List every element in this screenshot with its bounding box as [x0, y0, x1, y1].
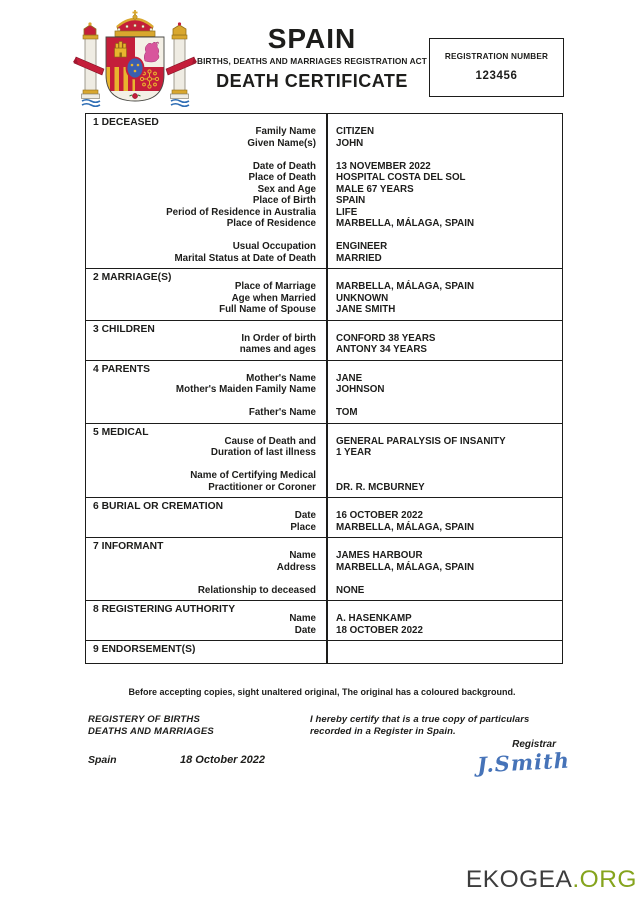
header	[192, 24, 432, 92]
field-label: Practitioner or Coroner	[208, 481, 316, 493]
table-row	[86, 459, 562, 471]
copy-notice: Before accepting copies, sight unaltered original, The original has a coloured background.	[128, 687, 516, 697]
table-row	[86, 333, 562, 345]
field-value: A. HASENKAMP	[336, 613, 412, 624]
section-title: 4 PARENTS	[93, 363, 151, 375]
table-row	[86, 344, 562, 356]
table-row	[86, 149, 562, 161]
certificate-section	[86, 538, 562, 601]
table-row	[86, 293, 562, 305]
table-row	[86, 172, 562, 184]
field-value: NONE	[336, 584, 365, 596]
country-title: SPAIN	[267, 23, 357, 54]
field-value: LIFE	[336, 206, 358, 218]
table-row	[86, 396, 562, 408]
spain-coat-of-arms-icon	[72, 5, 198, 111]
field-label: Family Name	[255, 126, 316, 137]
field-value: DR. R. MCBURNEY	[336, 481, 425, 493]
field-label: Given Name(s)	[247, 137, 316, 149]
field-label: Relationship to deceased	[197, 584, 316, 596]
ekogea-logo	[466, 866, 637, 894]
certificate-section	[86, 601, 562, 641]
field-label: Usual Occupation	[232, 241, 316, 252]
registry-line1: REGISTERY OF BIRTHS	[88, 714, 201, 725]
section-title: 8 REGISTERING AUTHORITY	[93, 604, 236, 615]
field-label: Place of Birth	[252, 195, 316, 206]
field-label	[86, 396, 326, 408]
document-title: DEATH CERTIFICATE	[216, 71, 408, 91]
field-label: Date	[294, 624, 316, 636]
field-label: Place of Death	[248, 172, 316, 183]
table-row	[86, 522, 562, 534]
table-row	[86, 241, 562, 253]
registry-line2: DEATHS AND MARRIAGES	[88, 725, 214, 737]
registration-number-label: REGISTRATION NUMBER	[444, 52, 549, 61]
certificate-section	[86, 424, 562, 499]
royal-crown	[115, 10, 155, 37]
field-value: TOM	[336, 407, 358, 418]
field-value: MALE 67 YEARS	[336, 183, 414, 195]
table-row	[86, 207, 562, 219]
field-value: JOHNSON	[336, 384, 385, 395]
field-label	[86, 459, 326, 471]
table-row	[86, 138, 562, 150]
field-label: In Order of birth	[241, 332, 316, 344]
field-label: Duration of last illness	[210, 447, 316, 458]
field-value	[326, 230, 562, 242]
field-label	[86, 230, 326, 242]
footer-place: Spain	[88, 754, 117, 766]
table-row	[86, 184, 562, 196]
section-title: 3 CHILDREN	[93, 323, 155, 335]
field-value: GENERAL PARALYSIS OF INSANITY	[336, 435, 506, 447]
table-row	[86, 230, 562, 242]
field-value	[326, 459, 562, 471]
field-label: Place of Residence	[226, 218, 316, 229]
field-label: names and ages	[239, 344, 316, 355]
field-label: Address	[276, 561, 316, 573]
registration-number-box	[429, 38, 564, 97]
table-row	[86, 384, 562, 396]
field-value: 16 OCTOBER 2022	[336, 510, 423, 521]
field-value: CITIZEN	[336, 126, 375, 137]
table-row	[86, 253, 562, 265]
field-label: Mother's Maiden Family Name	[175, 384, 316, 395]
field-value	[326, 396, 562, 408]
field-label: Date of Death	[252, 160, 316, 172]
field-value: UNKNOWN	[336, 292, 389, 304]
certificate-section	[86, 641, 562, 663]
field-value: 18 OCTOBER 2022	[336, 624, 423, 636]
section-title: 9 ENDORSEMENT(S)	[93, 644, 196, 655]
field-label: Name	[289, 613, 316, 624]
field-value: JANE SMITH	[336, 304, 396, 315]
field-label: Period of Residence in Australia	[166, 206, 316, 218]
field-label: Age when Married	[231, 292, 316, 304]
field-value: CONFORD 38 YEARS	[336, 332, 436, 344]
field-label: Father's Name	[248, 407, 316, 418]
section-title: 5 MEDICAL	[93, 426, 149, 438]
field-value: JAMES HARBOUR	[336, 550, 423, 561]
table-row	[86, 562, 562, 574]
field-value: SPAIN	[336, 195, 366, 206]
act-subtitle: BIRTHS, DEATHS AND MARRIAGES REGISTRATION ACT	[197, 56, 427, 66]
registrar-label: Registrar	[512, 739, 556, 750]
logo-name: EKOGEA	[465, 866, 573, 893]
table-row	[86, 407, 562, 419]
field-value: MARRIED	[336, 252, 382, 264]
table-row	[86, 195, 562, 207]
registrar-signature: J.Smith	[476, 747, 571, 778]
field-label: Date	[294, 510, 316, 521]
field-label: Name	[289, 550, 316, 561]
table-row	[86, 304, 562, 316]
field-label: Place of Marriage	[234, 281, 316, 292]
field-value: HOSPITAL COSTA DEL SOL	[336, 172, 466, 183]
certification-statement: I hereby certify that is a true copy of particulars recorded in a Register in Spain.	[310, 714, 530, 737]
field-label: Name of Certifying Medical	[190, 470, 316, 481]
table-row	[86, 161, 562, 173]
section-title: 2 MARRIAGE(S)	[93, 272, 172, 283]
registration-number-value: 123456	[475, 70, 518, 82]
table-row	[86, 218, 562, 230]
table-row	[86, 447, 562, 459]
castile-castle	[115, 42, 127, 58]
table-row	[86, 573, 562, 585]
field-label: Full Name of Spouse	[219, 304, 316, 315]
section-title: 6 BURIAL OR CREMATION	[93, 501, 224, 512]
field-label	[86, 149, 326, 161]
certificate-section	[86, 269, 562, 321]
section-title: 1 DECEASED	[93, 117, 159, 128]
field-value: 13 NOVEMBER 2022	[336, 160, 431, 172]
certificate-section	[86, 114, 562, 269]
field-value: MARBELLA, MÁLAGA, SPAIN	[336, 281, 475, 292]
field-value: JOHN	[336, 137, 364, 149]
field-label: Cause of Death and	[224, 435, 316, 447]
table-row	[86, 625, 562, 637]
table-row	[86, 585, 562, 597]
table-row	[86, 373, 562, 385]
field-value	[326, 573, 562, 585]
table-row	[86, 436, 562, 448]
field-label	[86, 573, 326, 585]
field-value: MARBELLA, MÁLAGA, SPAIN	[336, 521, 475, 533]
logo-tld: .ORG	[572, 866, 637, 893]
field-value: ENGINEER	[336, 241, 388, 252]
footer-date: 18 October 2022	[180, 754, 265, 766]
field-label: Mother's Name	[246, 372, 316, 384]
field-value	[326, 470, 562, 482]
table-row	[86, 482, 562, 494]
field-value: MARBELLA, MÁLAGA, SPAIN	[336, 561, 475, 573]
table-row	[86, 470, 562, 482]
field-value: 1 YEAR	[336, 447, 372, 458]
quartered-shield	[106, 37, 164, 103]
field-value: JANE	[336, 372, 363, 384]
certificate-section	[86, 361, 562, 424]
field-value: ANTONY 34 YEARS	[336, 344, 427, 355]
field-value	[326, 149, 562, 161]
registry-office-block	[88, 714, 214, 737]
field-value: MARBELLA, MÁLAGA, SPAIN	[336, 218, 475, 229]
field-label: Sex and Age	[257, 183, 316, 195]
certificate-section	[86, 498, 562, 538]
section-title: 7 INFORMANT	[93, 541, 164, 552]
field-label: Place	[290, 521, 316, 533]
certificate-table	[85, 113, 563, 664]
field-label: Marital Status at Date of Death	[174, 252, 316, 264]
certificate-section	[86, 321, 562, 361]
